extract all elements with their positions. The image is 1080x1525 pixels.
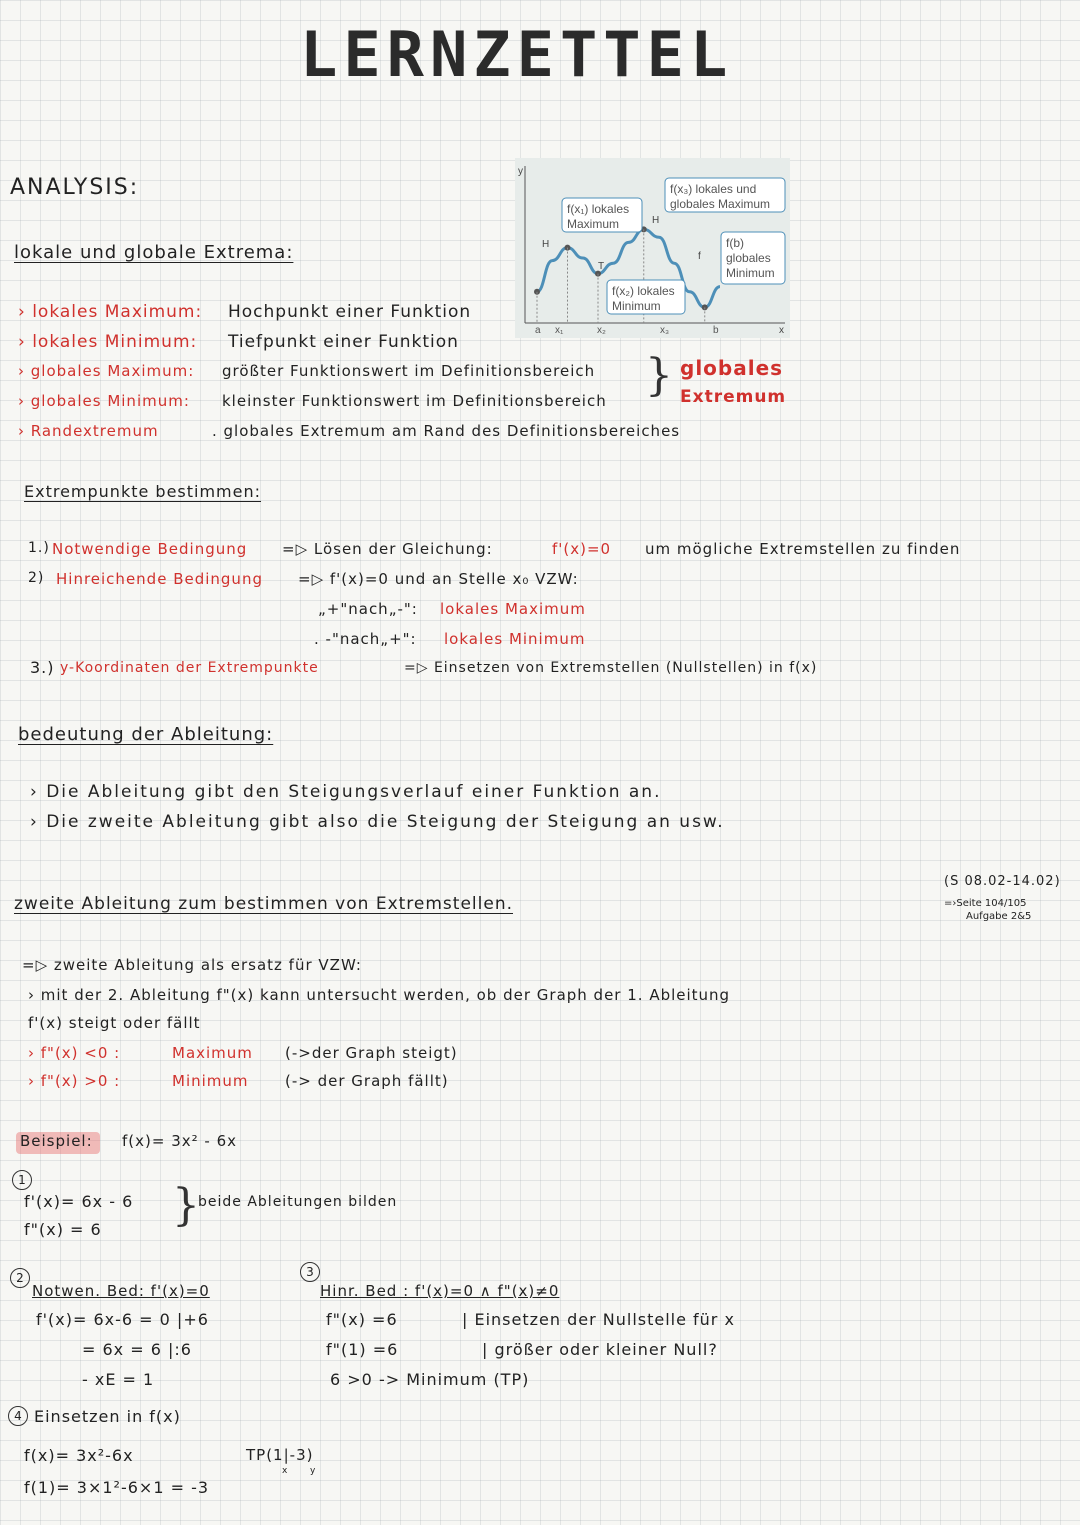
ableitung-heading: bedeutung der Ableitung: bbox=[18, 724, 274, 745]
vzw-minus-plus: . -"nach„+": bbox=[314, 630, 417, 648]
term-lokales-minimum: › lokales Minimum: bbox=[18, 332, 198, 352]
einsetzen-line2: f(1)= 3×1²-6×1 = -3 bbox=[24, 1478, 210, 1497]
tick-b: b bbox=[713, 325, 719, 336]
step3-number: 3.) bbox=[30, 658, 55, 677]
einsetzen-heading: Einsetzen in f(x) bbox=[34, 1407, 181, 1426]
case-negative: › f"(x) <0 : bbox=[28, 1044, 121, 1062]
hinr-line1-note: | Einsetzen der Nullstelle für x bbox=[462, 1310, 735, 1329]
tick-x1: x₁ bbox=[555, 325, 564, 336]
tiefpunkt: TP(1|-3) bbox=[246, 1446, 314, 1464]
desc-lokales-maximum: Hochpunkt einer Funktion bbox=[228, 302, 472, 322]
callout-local-max-line2: Maximum bbox=[567, 217, 620, 231]
notw-line1: f'(x)= 6x-6 = 0 |+6 bbox=[36, 1310, 209, 1329]
notw-line3: - xE = 1 bbox=[82, 1370, 155, 1389]
beispiel-function: f(x)= 3x² - 6x bbox=[122, 1132, 238, 1150]
callout-global-max-line1: f(x₃) lokales und bbox=[670, 182, 757, 196]
first-derivative: f'(x)= 6x - 6 bbox=[24, 1192, 134, 1211]
tick-x2: x₂ bbox=[597, 325, 606, 336]
desc-lokales-minimum: Tiefpunkt einer Funktion bbox=[228, 332, 459, 352]
reference-date: (S 08.02-14.02) bbox=[944, 874, 1061, 889]
brace-global: } bbox=[645, 350, 673, 401]
hinr-line3: 6 >0 -> Minimum (TP) bbox=[330, 1370, 530, 1389]
case-maximum: Maximum bbox=[172, 1044, 253, 1062]
callout-global-min-line1: f(b) bbox=[726, 236, 744, 250]
callout-global-min-line2: globales bbox=[726, 251, 771, 265]
callout-global-min-line3: Minimum bbox=[726, 266, 775, 280]
step3-text: =▷ Einsetzen von Extremstellen (Nullstellen) in f(x) bbox=[404, 660, 818, 676]
reference-task: Aufgabe 2&5 bbox=[966, 911, 1032, 922]
point-a bbox=[534, 289, 540, 295]
step-circle-2: 2 bbox=[10, 1268, 30, 1288]
step3-condition: y-Koordinaten der Extrempunkte bbox=[60, 660, 319, 676]
subject-heading: ANALYSIS: bbox=[10, 175, 140, 200]
tiefpunkt-x-label: x bbox=[282, 1466, 289, 1476]
step2-number: 2) bbox=[28, 570, 45, 586]
step1-rest: um mögliche Extremstellen zu finden bbox=[645, 540, 961, 558]
callout-local-max-line1: f(x₁) lokales bbox=[567, 202, 630, 216]
notw-line2: = 6x = 6 |:6 bbox=[82, 1340, 192, 1359]
step1-number: 1.) bbox=[28, 540, 50, 556]
y-axis-label: y bbox=[518, 166, 523, 177]
brace-derivatives: } bbox=[172, 1180, 200, 1231]
zweite-line2: › mit der 2. Ableitung f"(x) kann untersucht werden, ob der Graph der 1. Ableitung bbox=[28, 986, 731, 1004]
term-globales-minimum: › globales Minimum: bbox=[18, 392, 190, 410]
step2-text: =▷ f'(x)=0 und an Stelle x₀ VZW: bbox=[298, 570, 579, 588]
hinr-heading: Hinr. Bed : f'(x)=0 ∧ f"(x)≠0 bbox=[320, 1282, 560, 1300]
term-randextremum: › Randextremum bbox=[18, 422, 159, 440]
callout-global-max-line2: globales Maximum bbox=[670, 197, 771, 211]
hinr-line2: f"(1) =6 bbox=[326, 1340, 399, 1359]
term-lokales-maximum: › lokales Maximum: bbox=[18, 302, 203, 322]
x-axis-label: x bbox=[779, 325, 784, 336]
desc-globales-maximum: größter Funktionswert im Definitionsbereich bbox=[222, 362, 596, 380]
case-positive: › f"(x) >0 : bbox=[28, 1072, 121, 1090]
notw-heading: Notwen. Bed: f'(x)=0 bbox=[32, 1282, 210, 1300]
vzw-plus-minus: „+"nach„-": bbox=[318, 600, 418, 618]
ableitung-line2: › Die zweite Ableitung gibt also die Steigung der Steigung an usw. bbox=[30, 812, 725, 832]
step1-text: =▷ Lösen der Gleichung: bbox=[282, 540, 493, 558]
tick-x3: x₃ bbox=[660, 325, 670, 336]
callout-local-min-line2: Minimum bbox=[612, 299, 661, 313]
extrema-heading: lokale und globale Extrema: bbox=[14, 242, 294, 263]
zweite-heading: zweite Ableitung zum bestimmen von Extremstellen. bbox=[14, 894, 513, 914]
hinr-line1: f"(x) =6 bbox=[326, 1310, 398, 1329]
step-circle-1: 1 bbox=[12, 1170, 32, 1190]
tick-a: a bbox=[535, 325, 541, 336]
reference-page: =›Seite 104/105 bbox=[944, 898, 1027, 909]
second-derivative: f"(x) = 6 bbox=[24, 1220, 102, 1239]
einsetzen-line1: f(x)= 3x²-6x bbox=[24, 1446, 134, 1465]
beispiel-label: Beispiel: bbox=[20, 1132, 93, 1150]
step1-equation: f'(x)=0 bbox=[552, 540, 612, 558]
desc-randextremum: . globales Extremum am Rand des Definitionsbereiches bbox=[212, 422, 681, 440]
term-globales-maximum: › globales Maximum: bbox=[18, 362, 195, 380]
derivatives-note: beide Ableitungen bilden bbox=[198, 1194, 398, 1210]
vzw-lokales-maximum: lokales Maximum bbox=[440, 600, 586, 618]
point-label-t: T bbox=[598, 261, 605, 272]
step-circle-3: 3 bbox=[300, 1262, 320, 1282]
label-extremum: Extremum bbox=[680, 387, 787, 407]
step2-condition: Hinreichende Bedingung bbox=[56, 570, 263, 588]
point-label-h1: H bbox=[542, 239, 550, 250]
zweite-line3: f'(x) steigt oder fällt bbox=[28, 1014, 201, 1032]
case-positive-note: (-> der Graph fällt) bbox=[285, 1072, 449, 1090]
vzw-lokales-minimum: lokales Minimum bbox=[444, 630, 586, 648]
point-label-h2: H bbox=[652, 215, 660, 226]
extrema-graph bbox=[515, 158, 790, 338]
label-globales: globales bbox=[680, 356, 784, 380]
zweite-line1: =▷ zweite Ableitung als ersatz für VZW: bbox=[22, 956, 362, 974]
extrempunkte-heading: Extrempunkte bestimmen: bbox=[24, 482, 262, 501]
case-negative-note: (->der Graph steigt) bbox=[285, 1044, 458, 1062]
point-label-f: f bbox=[698, 251, 701, 262]
step-circle-4: 4 bbox=[8, 1406, 28, 1426]
case-minimum: Minimum bbox=[172, 1072, 249, 1090]
tiefpunkt-y-label: y bbox=[310, 1466, 317, 1476]
hinr-line2-note: | größer oder kleiner Null? bbox=[482, 1340, 718, 1359]
desc-globales-minimum: kleinster Funktionswert im Definitionsbereich bbox=[222, 392, 607, 410]
page-title: LERNZETTEL bbox=[300, 18, 734, 91]
step1-condition: Notwendige Bedingung bbox=[52, 540, 248, 558]
ableitung-line1: › Die Ableitung gibt den Steigungsverlauf einer Funktion an. bbox=[30, 782, 662, 802]
callout-local-min-line1: f(x₂) lokales bbox=[612, 284, 675, 298]
